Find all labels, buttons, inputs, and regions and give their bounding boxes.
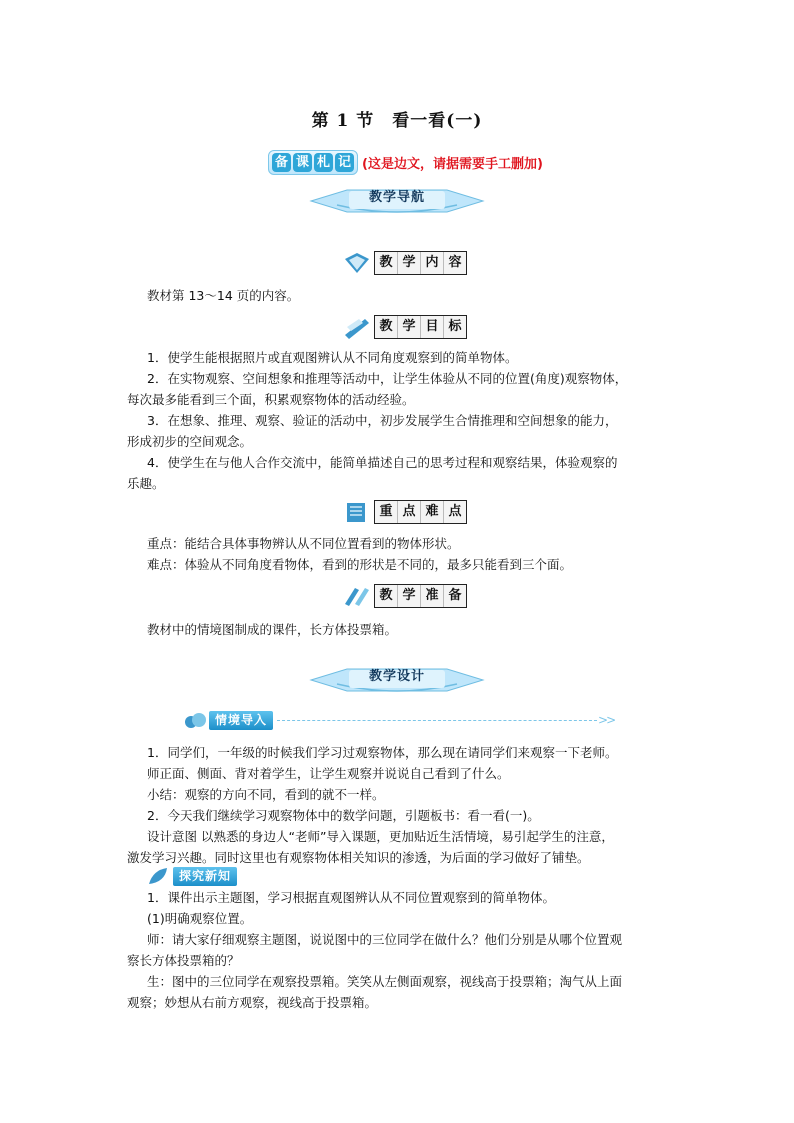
heading-char: 备 <box>448 588 462 603</box>
heading-char: 教 <box>375 252 398 274</box>
leaf-icon <box>147 866 173 886</box>
ribbon-guide <box>307 185 487 217</box>
heading-char: 学 <box>398 252 421 274</box>
tag-label: 情境导入 <box>209 711 273 730</box>
intro-line: 师正面、侧面、背对着学生，让学生观察并说说自己看到了什么。 <box>147 766 510 781</box>
heading-char: 内 <box>421 252 444 274</box>
explore-line: (1)明确观察位置。 <box>147 911 253 926</box>
goal-2: 2．在实物观察、空间想象和推理等活动中，让学生体验从不同的位置(角度)观察物体， 每次最多能看到三个面，积累观察物体的活动经验。 <box>127 371 628 407</box>
student-answer: 生：图中的三位同学在观察投票箱。笑笑从左侧面观察，视线高于投票箱；淘气从上面 观察；妙想从右前方观察，视线高于投票箱。 <box>127 974 623 1010</box>
notes-char: 札 <box>314 153 333 172</box>
content-text: 教材第 13～14 页的内容。 <box>147 288 300 303</box>
page-title <box>0 106 794 131</box>
dashed-line <box>277 720 597 721</box>
notebook-icon <box>343 500 371 524</box>
heading-content <box>343 250 467 276</box>
tools-icon <box>343 584 371 608</box>
heading-char: 重 <box>375 501 398 523</box>
arrow-icon: >> <box>598 713 615 727</box>
tag-intro <box>183 710 614 730</box>
tag-label: 探究新知 <box>173 867 237 886</box>
heading-char: 点 <box>398 501 421 523</box>
heading-prep <box>343 583 467 609</box>
ribbon-design <box>307 664 487 696</box>
notes-char: 备 <box>272 153 291 172</box>
goal-3: 3．在想象、推理、观察、验证的活动中，初步发展学生合情推理和空间想象的能力， 形成初步的空间观念。 <box>127 413 618 449</box>
section-name: 看一看(一) <box>392 111 483 131</box>
notes-badge <box>268 150 358 175</box>
notes-char: 记 <box>335 153 354 172</box>
tag-explore <box>147 866 237 886</box>
heading-goals <box>343 314 467 340</box>
ribbon-label: 教学导航 <box>368 190 425 205</box>
heading-char: 难 <box>421 501 444 523</box>
heading-char: 学 <box>398 585 421 607</box>
design-intent: 设计意图 以熟悉的身边人“老师”导入课题，更加贴近生活情境，易引起学生的注意， 激发学习兴趣。同时这里也有观察物体相关知识的渗透，为后面的学习做好了铺垫。 <box>127 829 614 865</box>
notes-banner <box>268 148 543 176</box>
book-icon <box>343 251 371 275</box>
ribbon-label: 教学设计 <box>368 669 425 684</box>
difficult-point: 难点：体验从不同角度看物体，看到的形状是不同的，最多只能看到三个面。 <box>147 557 573 572</box>
heading-char: 标 <box>448 319 462 334</box>
intro-line: 1．同学们，一年级的时候我们学习过观察物体，那么现在请同学们来观察一下老师。 <box>147 745 618 760</box>
intro-line: 小结：观察的方向不同，看到的就不一样。 <box>147 787 385 802</box>
notes-char: 课 <box>293 153 312 172</box>
heading-keypoints <box>343 499 467 525</box>
margin-note: (这是边文，请据需要手工删加) <box>362 156 543 172</box>
heading-char: 学 <box>398 316 421 338</box>
goal-4: 4．使学生在与他人合作交流中，能简单描述自己的思考过程和观察结果，体验观察的 乐趣。 <box>127 455 618 491</box>
teacher-question: 师：请大家仔细观察主题图，说说图中的三位同学在做什么？他们分别是从哪个位置观 察长方体投票箱的？ <box>127 932 623 968</box>
heading-char: 容 <box>448 255 462 270</box>
section-number: 第 1 节 <box>311 111 375 131</box>
heading-char: 点 <box>448 504 462 519</box>
heading-char: 目 <box>421 316 444 338</box>
cloud-icon <box>183 710 209 730</box>
heading-char: 教 <box>375 585 398 607</box>
heading-char: 准 <box>421 585 444 607</box>
explore-line: 1．课件出示主题图，学习根据直观图辨认从不同位置观察到的简单物体。 <box>147 890 555 905</box>
goal-1: 1．使学生能根据照片或直观图辨认从不同角度观察到的简单物体。 <box>147 350 518 365</box>
key-point: 重点：能结合具体事物辨认从不同位置看到的物体形状。 <box>147 536 460 551</box>
heading-char: 教 <box>375 316 398 338</box>
pencil-icon <box>343 315 371 339</box>
prep-text: 教材中的情境图制成的课件，长方体投票箱。 <box>147 622 398 637</box>
intro-line: 2．今天我们继续学习观察物体中的数学问题，引题板书：看一看(一)。 <box>147 808 540 823</box>
